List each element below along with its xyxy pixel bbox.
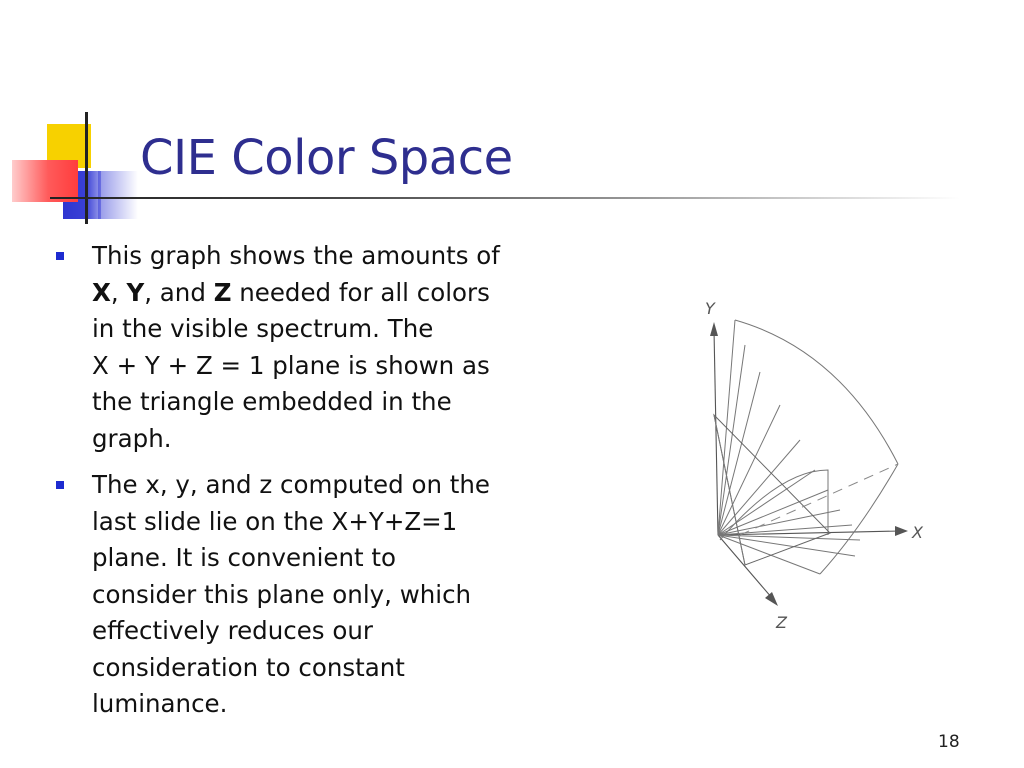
text-segment: consider this plane only, which: [92, 579, 472, 609]
decor-red-square: [12, 160, 78, 202]
z-axis-label: Z: [776, 613, 787, 632]
y-axis-arrowhead: [710, 322, 718, 336]
page-number: 18: [938, 732, 960, 752]
slide-title: CIE Color Space: [140, 130, 513, 186]
x-axis-label: X: [912, 523, 923, 542]
text-segment: ,: [110, 277, 127, 307]
bullet-line: [92, 540, 578, 577]
text-segment: The x, y, and z computed on the: [92, 470, 490, 499]
bullet-line: [92, 275, 578, 312]
cone-left-bottom: [718, 535, 820, 574]
bullet-line: [92, 238, 578, 275]
bullet-line: [92, 686, 578, 723]
text-segment: needed for all colors: [231, 277, 490, 307]
text-segment: in the visible spectrum. The: [92, 314, 434, 343]
bullet-line: [92, 577, 578, 614]
z-axis: [718, 535, 772, 598]
bullet-line: [92, 384, 578, 421]
cone-lower-curve: [820, 464, 898, 574]
cone-upper-curve: [735, 320, 898, 464]
text-segment: graph.: [92, 423, 172, 453]
text-segment: last slide lie on the X+Y+Z=1: [92, 506, 458, 536]
bullet-line: [92, 311, 578, 348]
decor-vertical-line: [85, 112, 88, 224]
bullet-item: [54, 238, 578, 457]
x-axis-arrowhead: [895, 526, 908, 536]
bold-term: X: [92, 277, 111, 307]
z-axis-arrowhead: [765, 592, 778, 606]
bullet-marker-icon: [56, 481, 64, 489]
y-axis-label: Y: [705, 299, 715, 318]
bullet-item: [54, 467, 578, 723]
text-segment: This graph shows the amounts of: [92, 241, 500, 270]
bold-term: Y: [126, 277, 145, 307]
dashed-line: [740, 464, 898, 535]
text-segment: effectively reduces our: [92, 616, 373, 645]
slide-body: [54, 238, 578, 733]
text-segment: plane. It is convenient to: [92, 543, 397, 572]
text-segment: luminance.: [92, 689, 228, 718]
bullet-line: [92, 348, 578, 385]
title-underline: [50, 197, 960, 199]
bullet-marker-icon: [56, 252, 64, 260]
text-segment: , and: [144, 277, 214, 307]
bullet-line: [92, 421, 578, 458]
bullet-line: [92, 650, 578, 687]
bullet-line: [92, 467, 578, 504]
text-segment: X + Y + Z = 1 plane is shown as: [92, 350, 490, 380]
bullet-line: [92, 504, 578, 541]
bullet-line: [92, 613, 578, 650]
text-segment: the triangle embedded in the: [92, 387, 452, 416]
cie-xyz-graph: [640, 280, 1000, 650]
cone-inner-curve: [720, 470, 828, 540]
text-segment: consideration to constant: [92, 652, 405, 682]
decor-blue-fade: [98, 171, 138, 219]
bullet-list: [54, 238, 578, 723]
bold-term: Z: [213, 277, 232, 307]
